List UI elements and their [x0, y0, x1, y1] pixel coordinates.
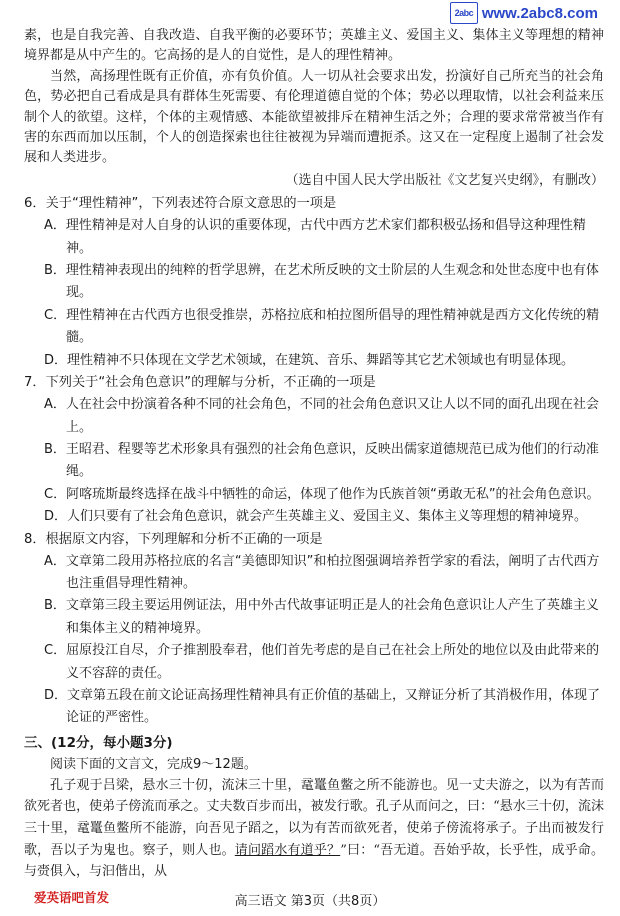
classical-text-c: ”曰：“吾无道。吾始乎故，长乎性，成乎命。与赍俱入，与汩偕出，从 — [24, 842, 604, 880]
classical-passage — [24, 775, 604, 883]
question-6 — [24, 193, 604, 372]
watermark — [450, 2, 598, 24]
option-b: B．理性精神表现出的纯粹的哲学思辨，在艺术所反映的文士阶层的人生观念和处世态度中也有体现。 — [44, 263, 599, 301]
passage-paragraph-2: 当然，高扬理性既有正价值，亦有负价值。人一切从社会要求出发，扮演好自己所充当的社会角色，势必把自己看成是具有群体生死需要、有伦理道德自觉的个体；势必以理取情，以社会利益来压制个人的欲望。这样，个体的主观情感、本能欲望被排斥在精神生活之外；合理的要求常常被当作有害的东西而加以压制，个人的创造探索也往往被视为异端而遭扼杀。这又在一定程度上遏制了社会发展和人类进步。 — [24, 68, 604, 166]
passage-paragraph-1: 素，也是自我完善、自我改造、自我平衡的必要环节；英雄主义、爱国主义、集体主义等理想的精神境界都是从中产生的。它高扬的是人的自觉性，是人的理性精神。 — [24, 28, 604, 64]
option-c: C．阿喀琉斯最终选择在战斗中牺牲的命运，体现了他作为氏族首领“勇敢无私”的社会角色意识。 — [44, 486, 600, 502]
option-d: D．文章第五段在前文论证高扬理性精神具有正价值的基础上，又辩证分析了其消极作用，体现了论证的严密性。 — [44, 687, 601, 726]
option-a: A．人在社会中扮演着各种不同的社会角色，不同的社会角色意识又让人以不同的面孔出现在社会上。 — [44, 397, 599, 435]
footer-credit: 爱英语吧首发 — [34, 890, 110, 905]
option-b: B．文章第三段主要运用例证法，用中外古代故事证明正是人的社会角色意识让人产生了英雄主义和集体主义的精神境界。 — [44, 598, 599, 636]
question-8 — [24, 529, 604, 730]
option-b: B．王昭君、程婴等艺术形象具有强烈的社会角色意识，反映出儒家道德规范已成为他们的行动准绳。 — [44, 441, 599, 480]
classical-text-underlined: 请问蹈水有道乎？ — [234, 842, 341, 858]
question-stem: 7．下列关于“社会角色意识”的理解与分析，不正确的一项是 — [24, 375, 376, 391]
page-number: 高三语文 第3页（共8页） — [234, 894, 386, 909]
option-c: C．理性精神在古代西方也很受推崇，苏格拉底和柏拉图所倡导的理性精神就是西方文化传统的精髓。 — [44, 307, 600, 346]
option-d: D．理性精神不只体现在文学艺术领域，在建筑、音乐、舞蹈等其它艺术领域也有明显体现。 — [44, 352, 575, 368]
option-c: C．屈原投江自尽，介子推割股奉君，他们首先考虑的是自己在社会上所处的地位以及由此带来的义不容辞的责任。 — [44, 643, 600, 681]
question-stem: 6．关于“理性精神”，下列表述符合原文意思的一项是 — [24, 196, 337, 212]
watermark-logo: 2abc — [450, 2, 478, 24]
section-3-intro: 阅读下面的文言文，完成9～12题。 — [50, 756, 257, 772]
option-a: A．理性精神是对人自身的认识的重要体现，古代中西方艺术家们都积极弘扬和倡导这种理性精神。 — [44, 218, 586, 256]
option-a: A．文章第二段用苏格拉底的名言“美德即知识”和柏拉图强调培养哲学家的看法，阐明了古代西方也注重倡导理性精神。 — [44, 553, 600, 591]
question-stem: 8．根据原文内容，下列理解和分析不正确的一项是 — [24, 531, 323, 547]
section-3-heading: 三、(12分，每小题3分) — [24, 734, 173, 751]
classical-text-a: 孔子观于吕梁，悬水三十仞，流沫三十里，鼋鼍鱼鳖之所不能游也。见一丈夫游之，以为有苦而欲死者也，使弟子傍流而承之。丈夫数百步而出，被发行歌。孔子从而问之，曰：“悬水三十仞，流沫三十里，鼋鼍鱼鳖所不能游，向吾见子蹈之，以为有苦而欲死者，使弟子傍流将承子。子出而被发行歌，吾以子为鬼也。察子，则人也。 — [24, 777, 604, 858]
question-7 — [24, 372, 604, 528]
watermark-site: www.2abc8.com — [481, 4, 598, 22]
page-content — [24, 26, 604, 883]
option-d: D．人们只要有了社会角色意识，就会产生英雄主义、爱国主义、集体主义等理想的精神境界。 — [44, 509, 588, 525]
passage-source: （选自中国人民大学出版社《文艺复兴史纲》，有删改） — [285, 172, 604, 188]
